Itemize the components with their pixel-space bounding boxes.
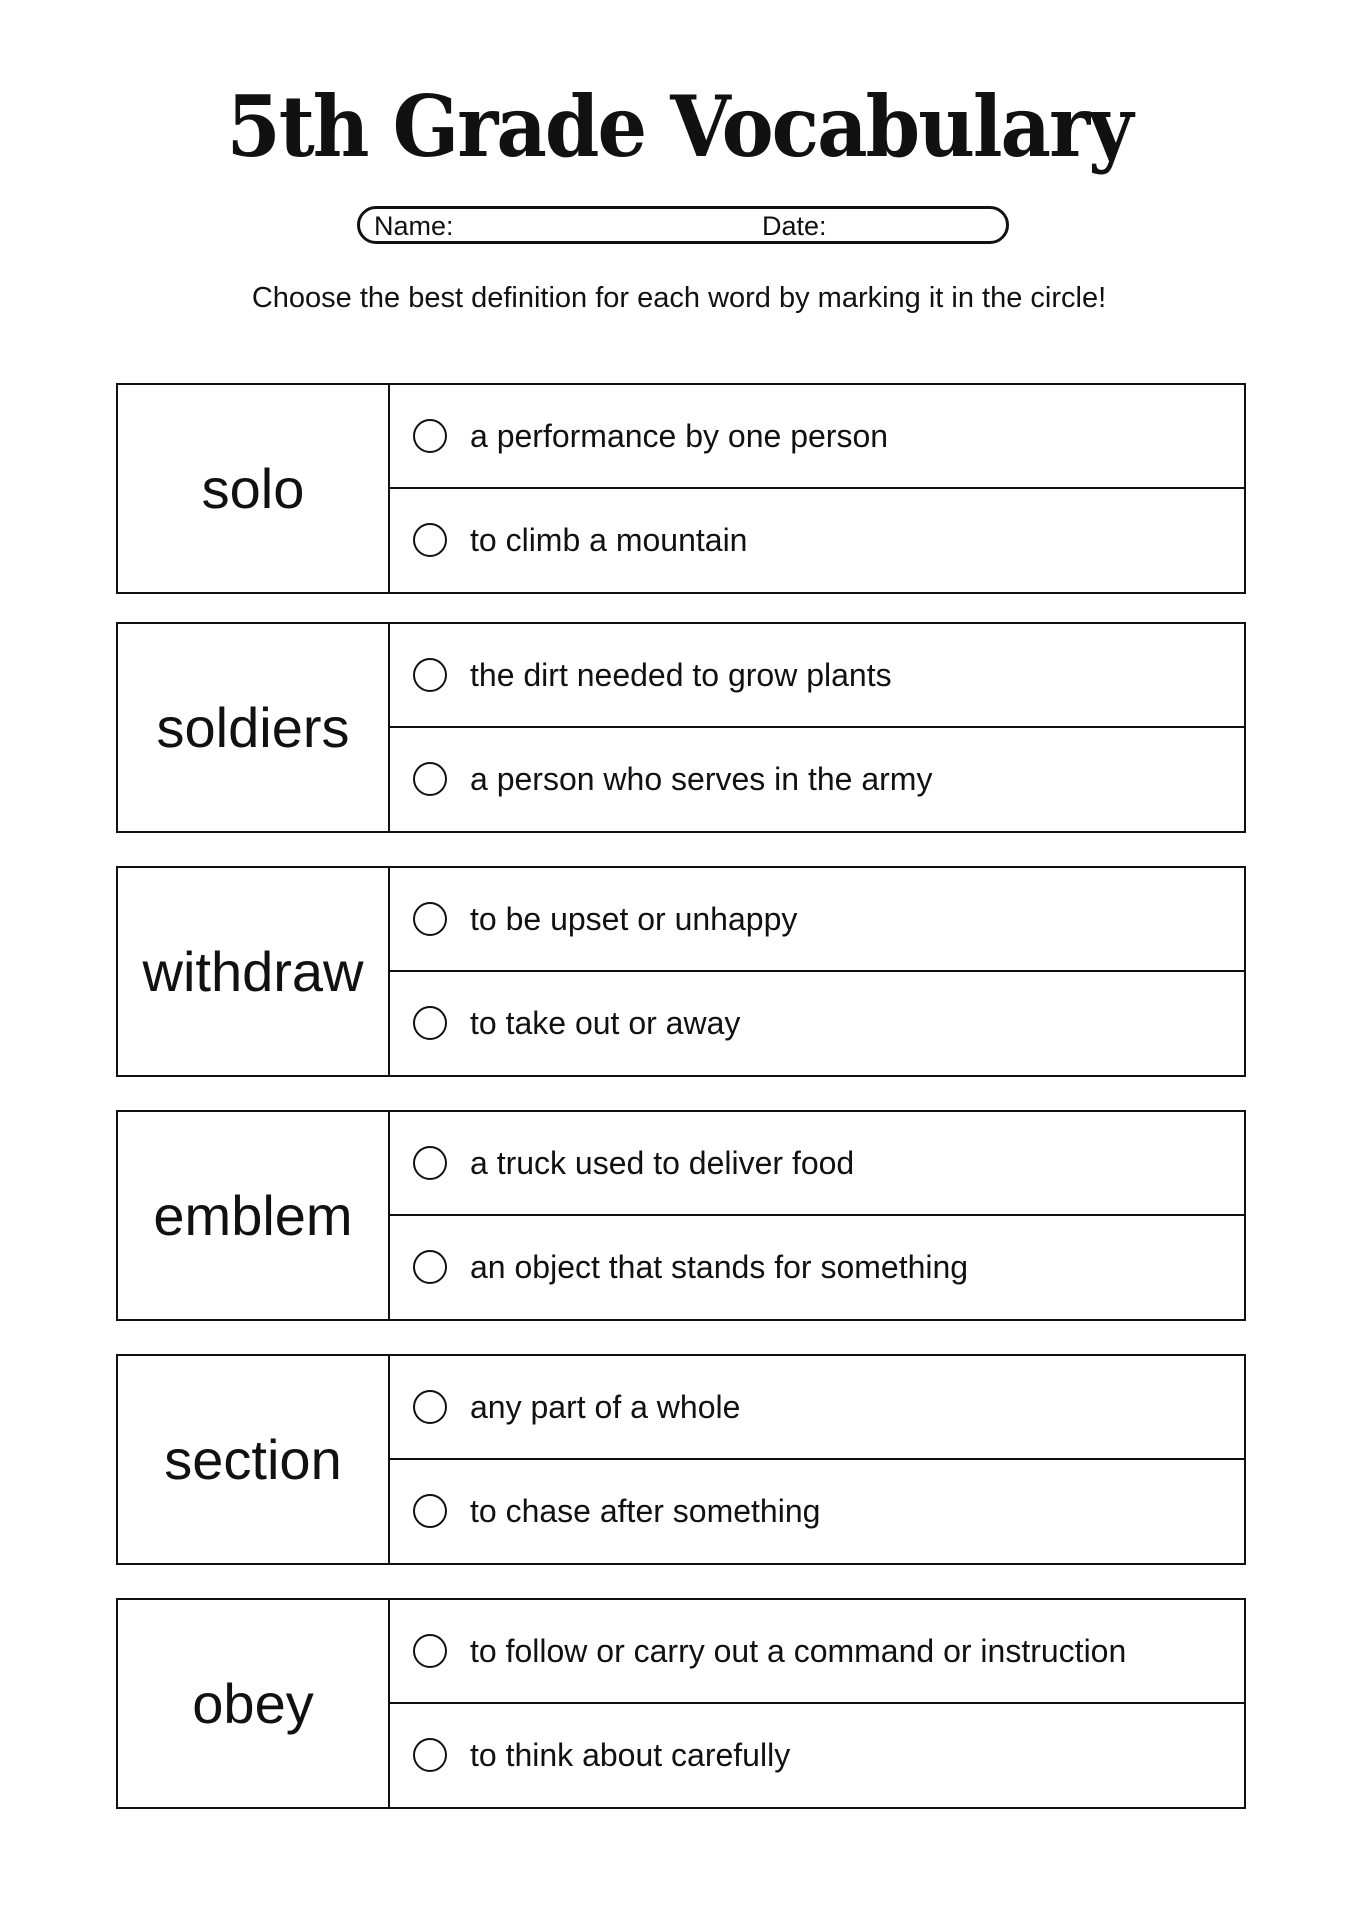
option-text: a person who serves in the army [470,761,933,798]
answer-option[interactable] [390,1356,1244,1460]
option-text: to climb a mountain [470,522,748,559]
radio-circle[interactable] [413,1146,447,1180]
question-5 [116,1354,1246,1565]
answer-options [390,385,1244,592]
question-3 [116,866,1246,1077]
option-text: the dirt needed to grow plants [470,656,892,693]
name-date-field[interactable] [357,206,1009,244]
vocab-word: section [118,1356,390,1563]
option-text: to be upset or unhappy [470,900,798,937]
radio-circle[interactable] [413,419,447,453]
option-text: to chase after something [470,1493,821,1530]
vocab-word: withdraw [118,868,390,1075]
answer-option[interactable] [390,728,1244,832]
answer-options [390,1600,1244,1807]
radio-circle[interactable] [413,523,447,557]
answer-option[interactable] [390,489,1244,593]
radio-circle[interactable] [413,1006,447,1040]
answer-option[interactable] [390,972,1244,1076]
answer-options [390,624,1244,831]
instructions: Choose the best definition for each word by marking it in the circle! [251,282,1107,314]
date-label: Date: [762,211,827,241]
answer-option[interactable] [390,1112,1244,1216]
answer-option[interactable] [390,1704,1244,1808]
answer-option[interactable] [390,1600,1244,1704]
question-4 [116,1110,1246,1321]
vocab-word: soldiers [118,624,390,831]
answer-options [390,1112,1244,1319]
answer-option[interactable] [390,624,1244,728]
vocab-word: solo [118,385,390,592]
answer-option[interactable] [390,1216,1244,1320]
answer-options [390,868,1244,1075]
answer-option[interactable] [390,385,1244,489]
option-text: any part of a whole [470,1388,741,1425]
option-text: to follow or carry out a command or instruction [470,1632,1127,1669]
question-2 [116,622,1246,833]
radio-circle[interactable] [413,762,447,796]
option-text: a truck used to deliver food [470,1144,855,1181]
radio-circle[interactable] [413,902,447,936]
answer-option[interactable] [390,868,1244,972]
page-title: 5th Grade Vocabulary [226,78,1132,177]
answer-option[interactable] [390,1460,1244,1564]
radio-circle[interactable] [413,1494,447,1528]
vocab-word: emblem [118,1112,390,1319]
vocab-word: obey [118,1600,390,1807]
radio-circle[interactable] [413,1390,447,1424]
radio-circle[interactable] [413,1250,447,1284]
radio-circle[interactable] [413,1738,447,1772]
radio-circle[interactable] [413,658,447,692]
name-label: Name: [374,211,454,241]
radio-circle[interactable] [413,1634,447,1668]
question-1 [116,383,1246,594]
option-text: to think about carefully [470,1737,791,1774]
option-text: an object that stands for something [470,1249,969,1286]
answer-options [390,1356,1244,1563]
option-text: to take out or away [470,1005,741,1042]
option-text: a performance by one person [470,417,889,454]
question-6 [116,1598,1246,1809]
